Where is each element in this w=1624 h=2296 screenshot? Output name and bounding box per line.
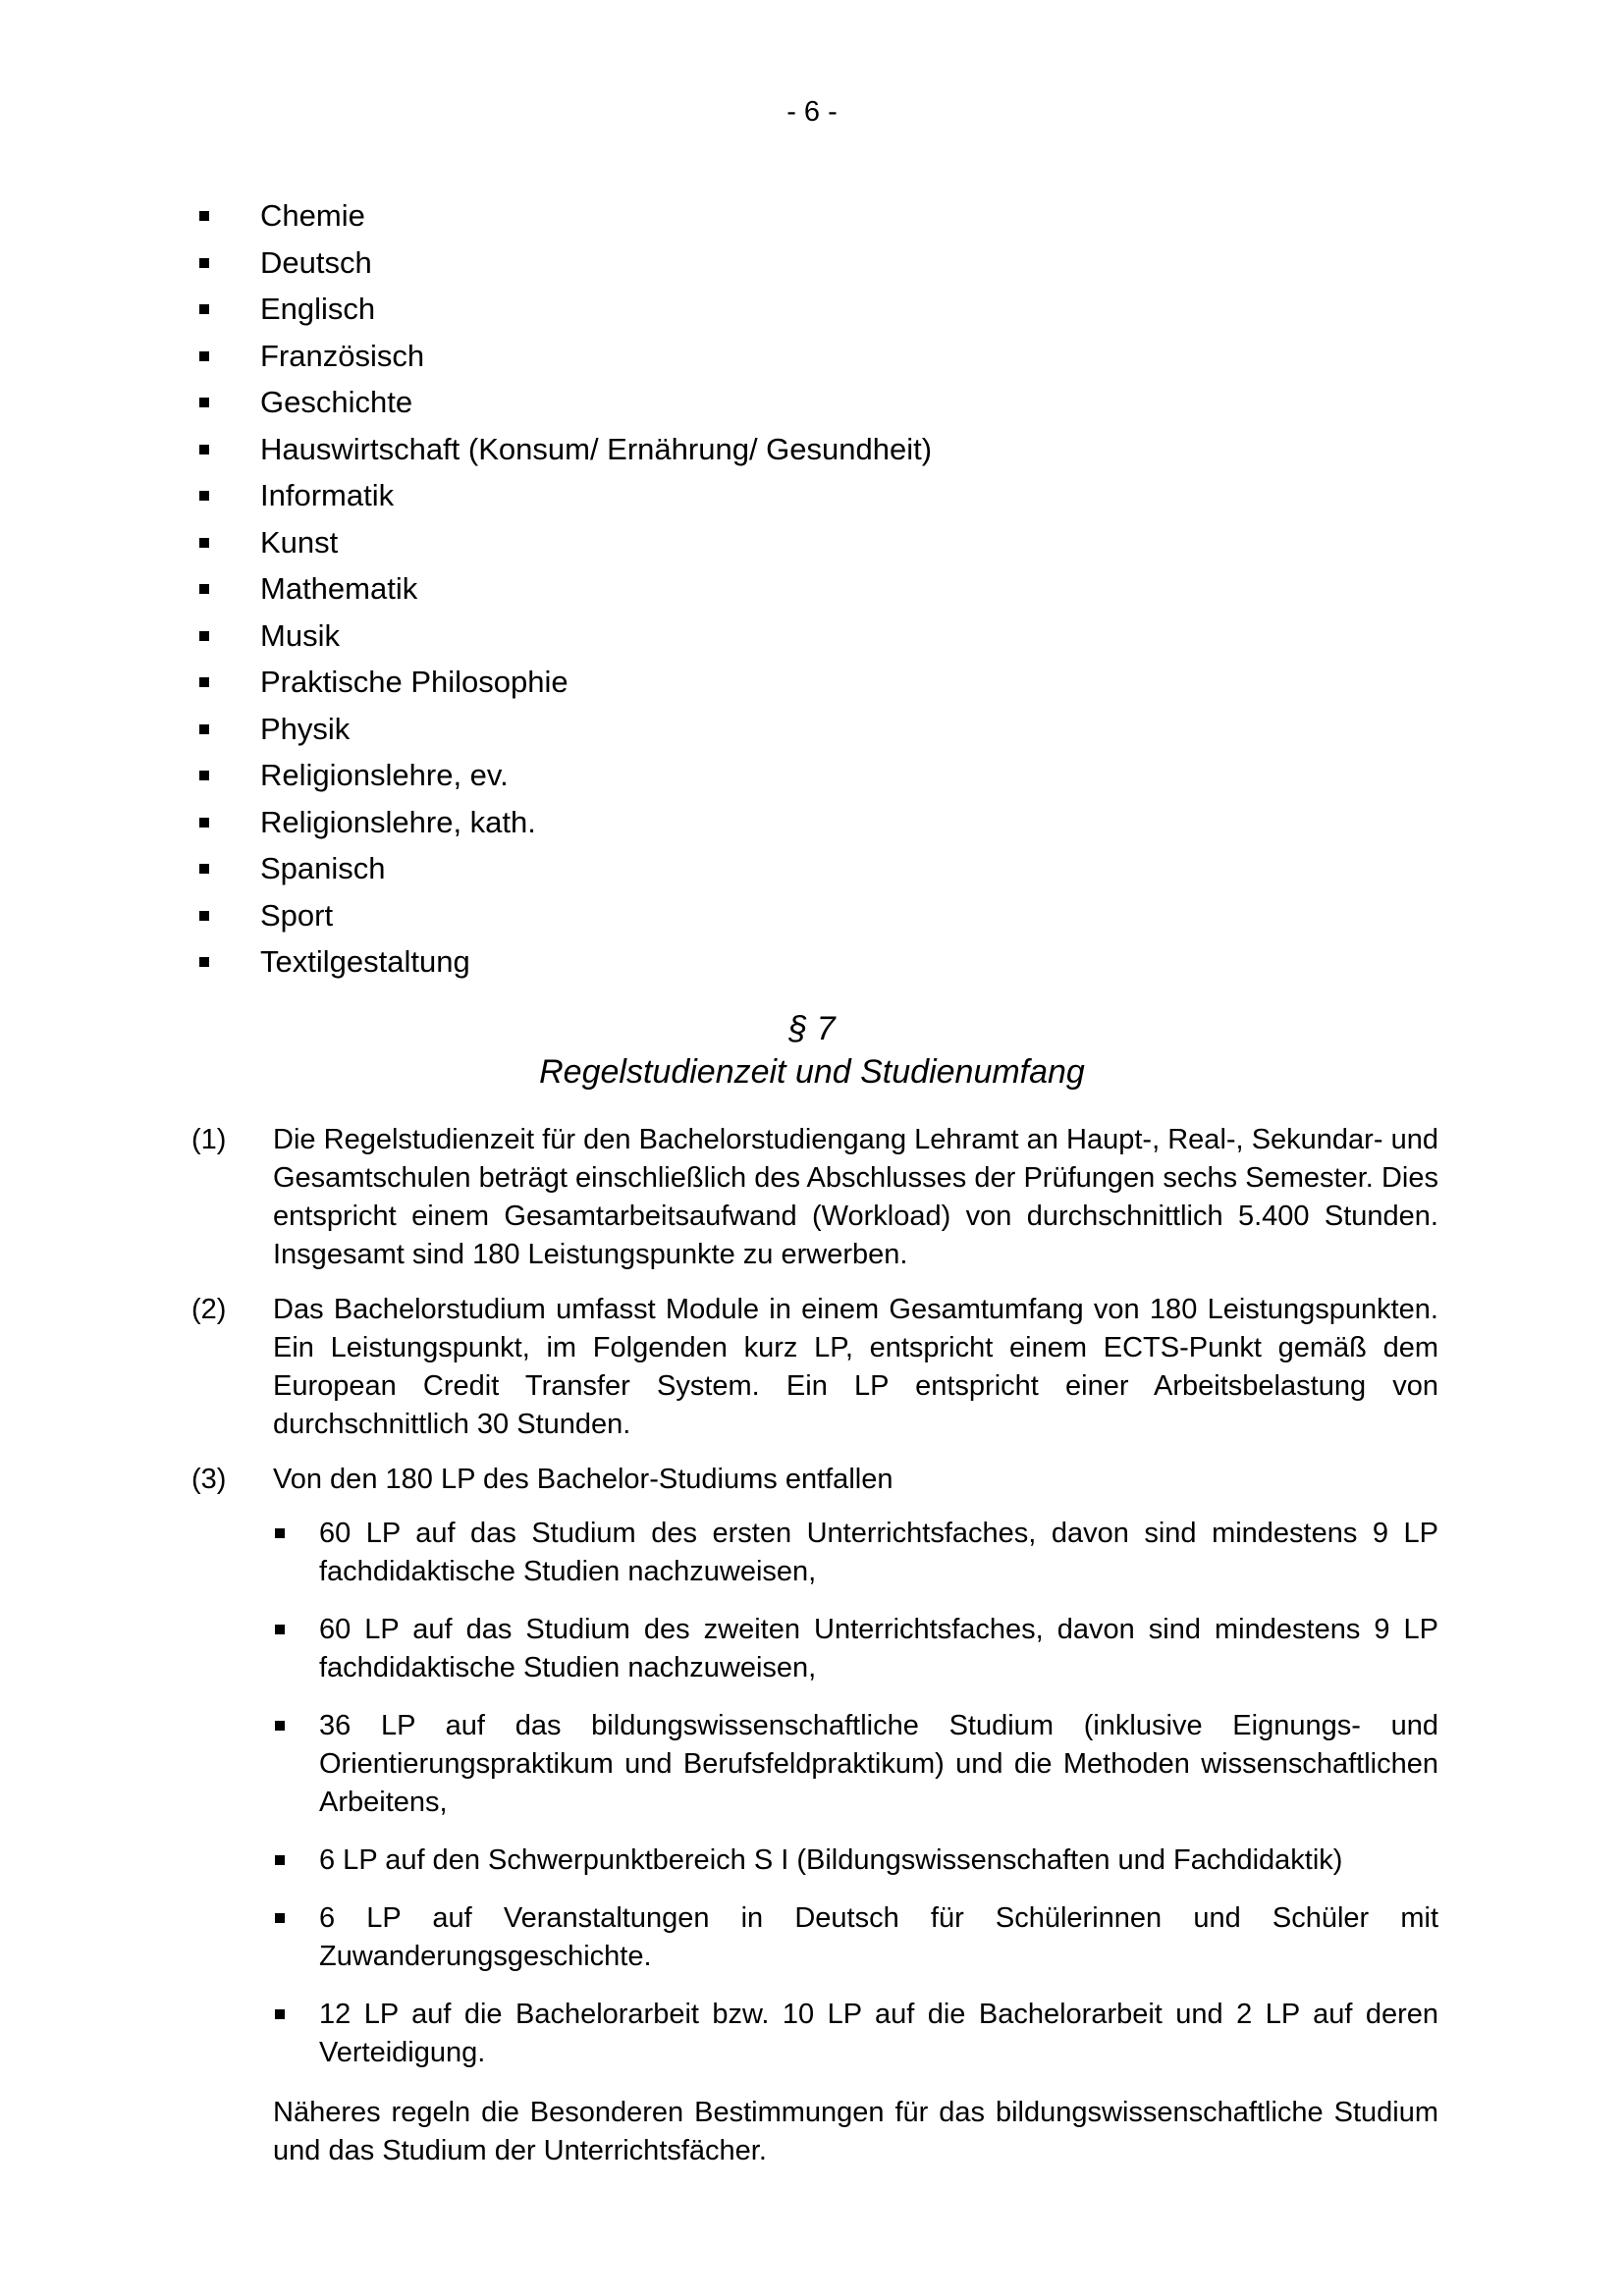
allocation-text: 36 LP auf das bildungswissenschaftliche Studium (inklusive Eignungs- und Orientierungspraktikum und Berufsfeldpraktikum) und die Methoden wissenschaftlichen Arbeitens, (319, 1710, 1438, 1818)
paragraph-number: (1) (191, 1124, 227, 1155)
list-item (273, 1899, 1438, 1976)
square-bullet-icon (199, 538, 209, 548)
subject-label: Informatik (260, 478, 395, 512)
square-bullet-icon (199, 724, 209, 734)
square-bullet-icon (275, 1913, 285, 1923)
square-bullet-icon (199, 818, 209, 828)
list-item (191, 565, 932, 613)
section-heading (0, 1007, 1624, 1094)
subject-label: Kunst (260, 524, 339, 560)
subject-label: Geschichte (260, 385, 413, 419)
list-item (191, 379, 932, 426)
subject-list (191, 192, 932, 986)
list-item (191, 892, 932, 939)
subject-label: Mathematik (260, 571, 418, 606)
list-item (273, 1515, 1438, 1591)
square-bullet-icon (199, 631, 209, 641)
subject-label: Französisch (260, 338, 425, 373)
square-bullet-icon (199, 398, 209, 407)
square-bullet-icon (199, 491, 209, 501)
subject-label: Musik (260, 617, 340, 653)
list-item (191, 472, 932, 519)
list-item (191, 659, 932, 706)
paragraph-2 (191, 1291, 1438, 1444)
paragraph-text: Die Regelstudienzeit für den Bachelorstudiengang Lehramt an Haupt-, Real-, Sekundar- und Gesamtschulen beträgt einschließlich des Abschlusses der Prüfungen sechs Semester. Dies entspricht einem Gesamtarbeitsaufwand (Workload) von durchschnittlich 5.400 Stunden. Insgesamt sind 180 Leistungspunkte zu erwerben. (273, 1124, 1438, 1270)
subject-label: Deutsch (260, 244, 372, 280)
paragraph-number: (2) (191, 1294, 227, 1325)
list-item (273, 1996, 1438, 2072)
subject-label: Textilgestaltung (260, 944, 470, 979)
square-bullet-icon (199, 584, 209, 594)
list-item (191, 938, 932, 986)
allocation-text: 12 LP auf die Bachelorarbeit bzw. 10 LP auf die Bachelorarbeit und 2 LP auf deren Verteidigung. (319, 1999, 1438, 2068)
list-item (191, 706, 932, 753)
square-bullet-icon (275, 1721, 285, 1731)
square-bullet-icon (199, 677, 209, 687)
section-title: Regelstudienzeit und Studienumfang (539, 1053, 1085, 1091)
list-item (191, 192, 932, 240)
square-bullet-icon (199, 304, 209, 314)
square-bullet-icon (199, 351, 209, 361)
square-bullet-icon (275, 1625, 285, 1634)
allocation-text: 60 LP auf das Studium des zweiten Unterrichtsfaches, davon sind mindestens 9 LP fachdidaktische Studien nachzuweisen, (319, 1614, 1438, 1683)
subject-label: Religionslehre, kath. (260, 804, 536, 839)
list-item (191, 286, 932, 333)
allocation-text: 6 LP auf Veranstaltungen in Deutsch für Schülerinnen und Schüler mit Zuwanderungsgeschichte. (319, 1902, 1438, 1972)
subject-label: Physik (260, 711, 351, 746)
allocation-text: 6 LP auf den Schwerpunktbereich S I (Bildungswissenschaften und Fachdidaktik) (319, 1844, 1343, 1876)
subject-label: Praktische Philosophie (260, 665, 568, 699)
square-bullet-icon (199, 864, 209, 874)
list-item (191, 845, 932, 892)
list-item (191, 333, 932, 380)
subject-label: Englisch (260, 292, 376, 326)
paragraph-1 (191, 1121, 1438, 1274)
square-bullet-icon (199, 211, 209, 221)
square-bullet-icon (199, 258, 209, 268)
closing-text: Näheres regeln die Besonderen Bestimmungen für das bildungswissenschaftliche Studium und das Studium der Unterrichtsfächer. (273, 2097, 1438, 2166)
paragraph-3 (191, 1461, 1438, 2170)
list-item (191, 799, 932, 846)
list-item (273, 1842, 1438, 1880)
subject-label: Sport (260, 897, 334, 933)
list-item (191, 752, 932, 799)
subject-label: Chemie (260, 198, 365, 233)
allocation-list (273, 1515, 1438, 2072)
square-bullet-icon (199, 445, 209, 454)
subject-label: Hauswirtschaft (Konsum/ Ernährung/ Gesundheit) (260, 431, 933, 466)
paragraph-text: Das Bachelorstudium umfasst Module in einem Gesamtumfang von 180 Leistungspunkten. Ein Leistungspunkt, im Folgenden kurz LP, entspricht einem ECTS-Punkt gemäß dem European Credit Transfer System. Ein LP entspricht einer Arbeitsbelastung von durchschnittlich 30 Stunden. (273, 1294, 1438, 1440)
allocation-text: 60 LP auf das Studium des ersten Unterrichtsfaches, davon sind mindestens 9 LP fachdidaktische Studien nachzuweisen, (319, 1518, 1438, 1587)
subject-label: Religionslehre, ev. (260, 758, 509, 792)
square-bullet-icon (199, 911, 209, 921)
list-item (191, 519, 932, 566)
list-item (273, 1707, 1438, 1822)
paragraph-number: (3) (191, 1464, 227, 1495)
square-bullet-icon (275, 2009, 285, 2019)
page-number: - 6 - (786, 96, 838, 128)
square-bullet-icon (275, 1855, 285, 1865)
list-item (191, 426, 932, 473)
paragraph-text: Von den 180 LP des Bachelor-Studiums entfallen (273, 1464, 893, 1495)
square-bullet-icon (199, 957, 209, 967)
square-bullet-icon (275, 1528, 285, 1538)
section-number: § 7 (788, 1010, 836, 1047)
list-item (191, 240, 932, 287)
list-item (191, 613, 932, 660)
subject-label: Spanisch (260, 851, 386, 885)
list-item (273, 1611, 1438, 1687)
square-bullet-icon (199, 771, 209, 780)
